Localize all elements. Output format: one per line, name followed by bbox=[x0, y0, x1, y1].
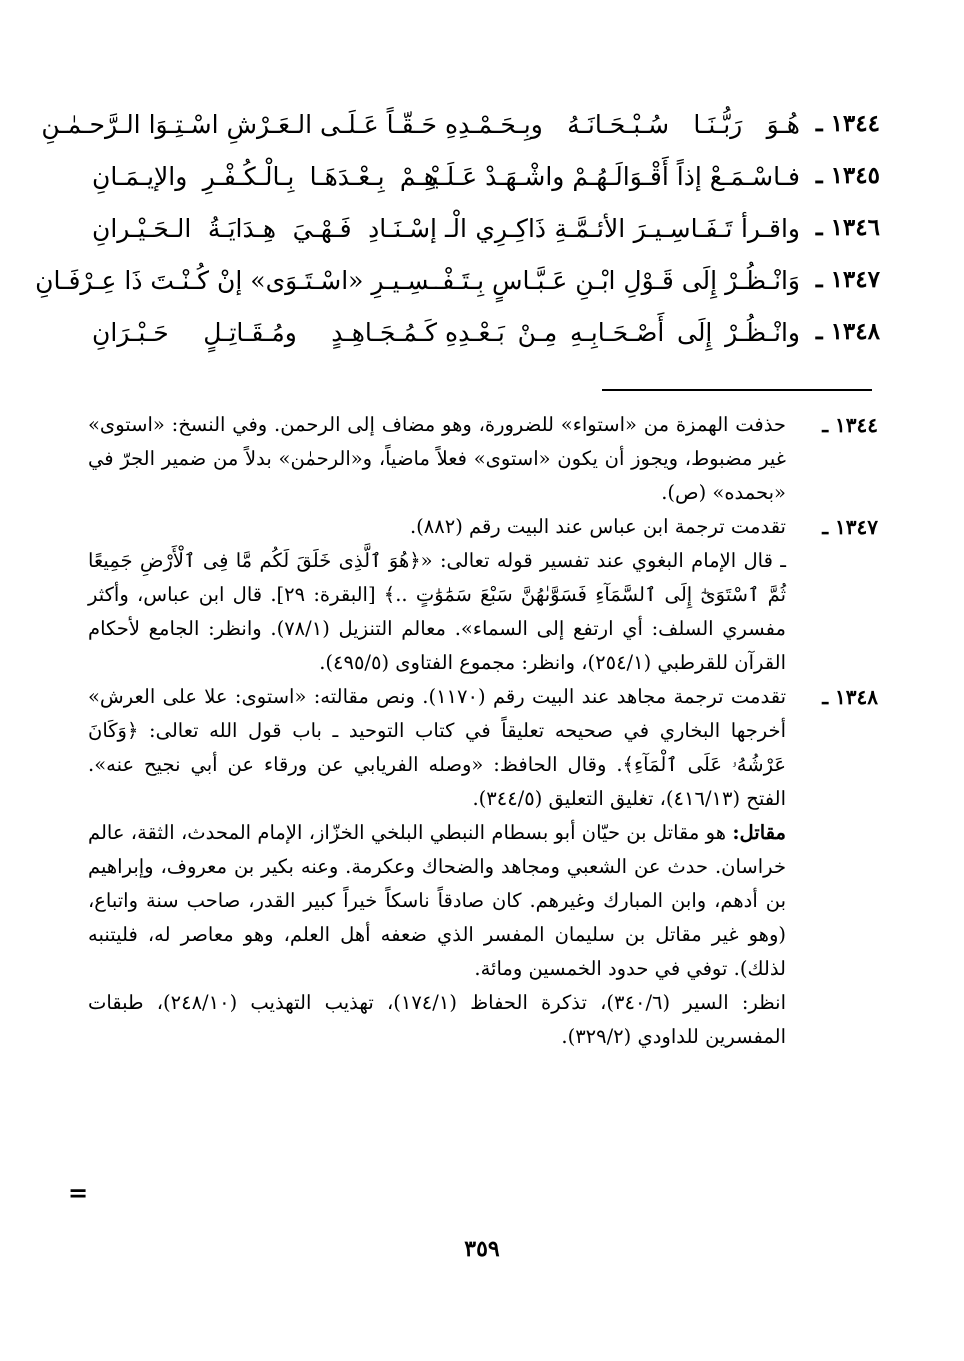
footnote-1344 bbox=[88, 408, 878, 510]
verse-1345 bbox=[80, 156, 880, 208]
footnote-number: ١٣٤٤ ـ bbox=[822, 413, 878, 437]
verse-second-hemistich: هِـمْ بِـعْـدَهَـا بِـالْـكُـفْـرِ والإيـمَـانِ bbox=[92, 162, 437, 191]
footnote-paragraph: تقدمت ترجمة مجاهد عند البيت رقم (١١٧٠). ونص مقالته: «استوى: علا على العرش» أخرجها البخاري في صحيحه تعليقاً في كتاب التوحيد ـ باب قول الله تعالى: ﴿وَكَانَ عَرْشُهُۥ عَلَى ٱلْمَآءِ﴾. وقال الحافظ: «وصله الفريابي عن ورقاء عن أبي نجيح عنه». الفتح (٤١٦/١٣)، تغليق التعليق (٣٤٤/٥). bbox=[88, 685, 786, 810]
verse-number: ١٣٤٨ ـ bbox=[815, 318, 880, 345]
verse-number: ١٣٤٧ ـ bbox=[815, 266, 880, 293]
verse-first-hemistich: وَانْـظُـرْ إِلَى قَـوْلِ ابْـنِ عَـبَّـاسٍ بِـتَـفْـ bbox=[434, 266, 800, 295]
muqatil-label: مقاتل: bbox=[732, 821, 786, 844]
continuation-mark: = bbox=[68, 1178, 89, 1207]
verse-number: ١٣٤٦ ـ bbox=[815, 214, 880, 241]
verse-1346 bbox=[80, 208, 880, 260]
verse-first-hemistich: فـاسْـمَـعْ إذاً أَقْـوَالَـهُـمْ واشْـهَـدْ عَـلَـيْـ bbox=[424, 162, 800, 191]
verse-second-hemistich: حَـقّـاً عَـلَـى الـعَـرْشِ اسْـتِـوَا الـرَّحـمٰـنِ bbox=[41, 110, 437, 139]
footnote-1347 bbox=[88, 510, 878, 680]
footnote-paragraph: حذفت الهمزة من «استواء» للضرورة، وهو مضاف إلى الرحمن. وفي النسخ: «استوى» غير مضبوط، ويجوز أن يكون «استوى» فعلاً ماضياً، و«الرحمٰن» بدلاً من ضمير الجرّ في «بحمده» (ص). bbox=[88, 413, 786, 504]
verse-1347 bbox=[35, 260, 880, 312]
verse-1348 bbox=[80, 312, 880, 364]
footnote-paragraph: ـ قال الإمام البغوي عند تفسير قوله تعالى: «﴿هُوَ ٱلَّذِى خَلَقَ لَكُم مَّا فِى ٱلْأَرْضِ جَمِيعًا ثُمَّ ٱسْتَوَىٰٓ إِلَى ٱلسَّمَآءِ فَسَوَّىٰهُنَّ سَبْعَ سَمَٰوَٰتٍ ..﴾ [البقرة: ٢٩]. قال ابن عباس، وأكثر مفسري السلف: أي ارتفع إلى السماء». معالم التنزيل (٧٨/١). وانظر: الجامع لأحكام القرآن للقرطبي (٢٥٤/١)، وانظر: مجموع الفتاوى (٤٩٥/٥). bbox=[88, 549, 787, 674]
footnote-separator bbox=[602, 389, 872, 391]
footnote-number: ١٣٤٨ ـ bbox=[822, 685, 878, 709]
verse-number: ١٣٤٤ ـ bbox=[815, 110, 880, 137]
footnote-references: انظر: السير (٣٤٠/٦)، تذكرة الحفاظ (١٧٤/١)، تهذيب التهذيب (٢٤٨/١٠)، طبقات المفسرين للداودي (٣٢٩/٢). bbox=[88, 991, 787, 1048]
footnote-number: ١٣٤٧ ـ bbox=[822, 515, 878, 539]
verse-number: ١٣٤٥ ـ bbox=[815, 162, 880, 189]
muqatil-biography: هو مقاتل بن حيّان أبو بسطام النبطي البلخي الخزّاز، الإمام المحدث، الثقة، عالم خراسان. حدث عن الشعبي ومجاهد والضحاك وعكرمة. وعنه بكير بن معروف، وإبراهيم بن أدهم، وابن المبارك وغيرهم. كان صادقاً ناسكاً خيراً كبير القدر، صاحب سنة واتباع، (وهو غير مقاتل بن سليمان المفسر الذي ضعفه أهل العلم، وهو معاصر له، فليتنبه لذلك). توفي في حدود الخمسين ومائة. bbox=[88, 821, 786, 980]
page-number: ٣٥٩ bbox=[464, 1236, 500, 1262]
verse-first-hemistich: وانْـظُـرْ إِلَى أَصْـحَـابِـهِ مِـنْ بَـعْـدِهِ bbox=[445, 318, 800, 347]
footnote-paragraph bbox=[88, 816, 786, 986]
verse-1344 bbox=[41, 104, 880, 156]
verse-first-hemistich: هُـوَ رَبُّـنَـا سُـبْـحَـانَـهُ وبِـحَـمْـدِهِ bbox=[445, 110, 800, 139]
poem-verses bbox=[35, 104, 880, 364]
verse-second-hemistich: ـسِـيـرِ «اسْـتَـوَى» إنْ كُـنْـتَ ذَا عِـرْفَـانِ bbox=[35, 266, 437, 295]
verse-second-hemistich: كَـمُـجَـاهِـدٍ ومُـقَـاتِـلٍ حَـبْـرَانِ bbox=[92, 318, 437, 347]
verse-first-hemistich: واقـرأ تَـفَـاسِـيـرَ الأئـمَّـةِ ذَاكِـرِي الْـ bbox=[445, 214, 800, 243]
verse-second-hemistich: إسْـنَـادِ فَـهْـيَ هِـدَايَـةُ الـحَـيْـرانِ bbox=[92, 214, 437, 243]
footnote-paragraph: تقدمت ترجمة ابن عباس عند البيت رقم (٨٨٢). bbox=[409, 515, 786, 538]
footnotes bbox=[88, 408, 878, 1054]
footnote-1348 bbox=[88, 680, 878, 1054]
